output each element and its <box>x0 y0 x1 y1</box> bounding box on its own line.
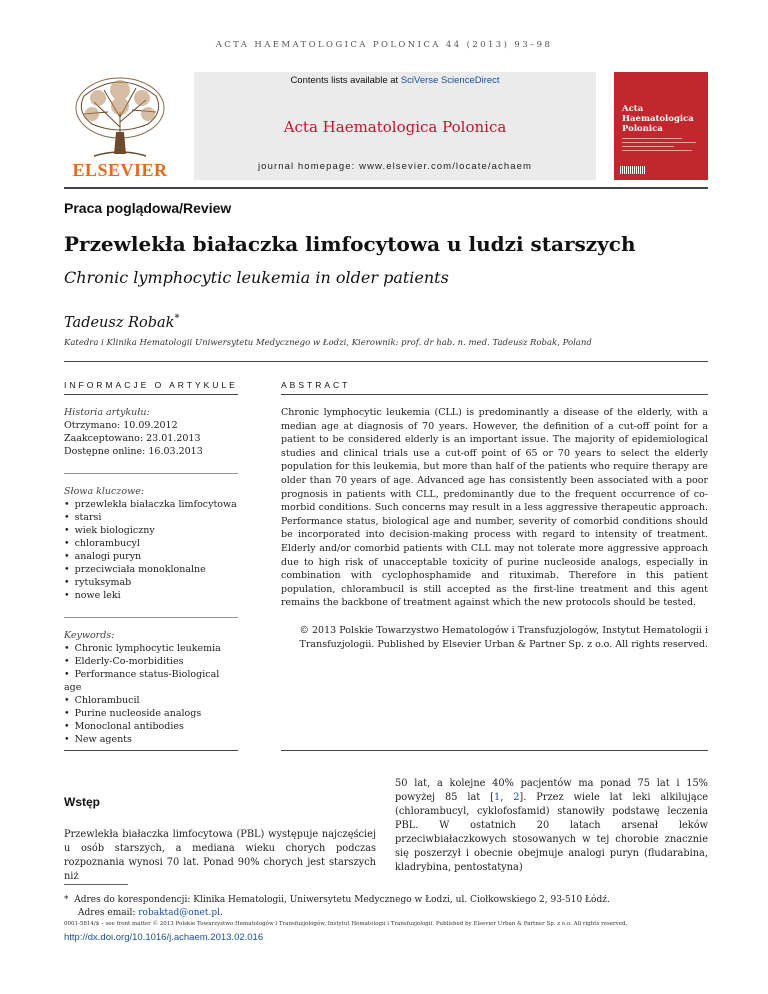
citation-link[interactable]: 2 <box>513 792 520 803</box>
citation-separator: , <box>500 792 514 803</box>
front-matter-line: 0001-5814/$ – see front matter © 2013 Polskie Towarzystwo Hematologów i Transfuzjologów, Instytut Hematologii i Transfuzjologii. Published by Elsevier Urban & Partner Sp. z o.o. All rights reserved. <box>64 921 628 927</box>
footnote-email-line <box>64 907 708 920</box>
accepted-date: Zaakceptowano: 23.01.2013 <box>64 433 201 444</box>
body-text-right <box>395 777 708 875</box>
keyword-en: • New agents <box>64 733 238 746</box>
doi-link[interactable]: http://dx.doi.org/10.1016/j.achaem.2013.02.016 <box>64 932 264 943</box>
info-heading-rule <box>64 394 238 395</box>
keyword-pl: • nowe leki <box>64 589 238 602</box>
abstract-bottom-rule <box>281 750 708 751</box>
keywords-en-label: Keywords: <box>64 630 115 641</box>
copyright: © 2013 Polskie Towarzystwo Hematologów i Transfuzjologów, Instytut Hematologii i Transfuzjologii. Published by Elsevier Urban & Partner Sp. z o.o. All rights reserved. <box>299 625 708 650</box>
keyword-pl: • wiek biologiczny <box>64 524 238 537</box>
affiliation-rule <box>64 361 708 362</box>
header-rule <box>64 187 708 189</box>
abstract-text: Chronic lymphocytic leukemia (CLL) is predominantly a disease of the elderly, with a median age at diagnosis of 70 years. However, the definition of a cut-off point for a patient to be considered elderly is an important issue. The majority of epidemiological studies and clinical trials use a cut-off point of 65 or 70 years to select the elderly population for this leukemia, but more than half of the patients who require therapy are older than 70 years of age. Advanced age has consistently been associated with a poor prognosis in patients with CLL, predominantly due to the frequent occurrence of co-morbid conditions. Such concerns may result in a less aggressive therapeutic approach. Performance status, biological age and number, severity of comorbid conditions should be incorporated into decision-making process with regard to intensity of treatment. Elderly and/or comorbid patients with CLL may not tolerate more aggressive approach due to high risk of unacceptable toxicity of purine nucleoside analogs, especially in combination with cyclophosphamide and rituximab. Therefore in this patient population, chlorambucil is still accepted as the first-line treatment and this agent remains the backbone of treatment against which the new protocols should be tested. <box>281 407 708 609</box>
keyword-en: • Monoclonal antibodies <box>64 720 238 733</box>
sciencedirect-link[interactable]: SciVerse ScienceDirect <box>400 75 500 86</box>
info-bottom-rule <box>64 750 238 751</box>
keywords-pl <box>64 485 238 602</box>
running-head: ACTA HAEMATOLOGICA POLONICA 44 (2013) 93–98 <box>215 40 553 50</box>
online-date: Dostępne online: 16.03.2013 <box>64 446 203 457</box>
body-text-left: Przewlekła białaczka limfocytowa (PBL) występuje najczęściej u osób starszych, a mediana wieku chorych podczas rozpoznania wynosi 70 lat. Ponad 90% chorych jest starszych niż <box>64 829 376 882</box>
cover-barcode <box>620 166 646 174</box>
keyword-pl: • przeciwciała monoklonalne <box>64 563 238 576</box>
keywords-pl-label: Słowa kluczowe: <box>64 486 145 497</box>
journal-name: Acta Haematologica Polonica <box>283 118 507 136</box>
abstract-heading: ABSTRACT <box>281 380 351 390</box>
keyword-en: • Chronic lymphocytic leukemia <box>64 642 238 655</box>
keyword-pl: • analogi puryn <box>64 550 238 563</box>
article-title-pl: Przewlekła białaczka limfocytowa u ludzi starszych <box>64 232 636 256</box>
contents-prefix: Contents lists available at <box>290 75 401 86</box>
keyword-pl: • starsi <box>64 511 238 524</box>
keyword-pl: • rytuksymab <box>64 576 238 589</box>
footnote <box>64 894 708 919</box>
keyword-en: • Chlorambucil <box>64 694 238 707</box>
article-type: Praca poglądowa/Review <box>64 200 232 216</box>
abstract-heading-rule <box>281 394 708 395</box>
footnote-address: Adres do korespondencji: Klinika Hematologii, Uniwersytetu Medycznego w Łodzi, ul. Ciołkowskiego 2, 93-510 Łódź. <box>74 895 610 905</box>
author <box>64 313 179 331</box>
footnote-rule <box>64 884 128 885</box>
keyword-en: • Elderly-Co-morbidities <box>64 655 238 668</box>
body-text-right-part2: ]. Przez wiele lat leki alkilujące (chlorambucyl, cyklofosfamid) stanowiły podstawę leczenia PBL. W ostatnich 20 latach arsenał leków przeciwbiałaczkowych stosowanych w tej chorobie znacznie się poszerzył i obecnie obejmuje analogi puryn (fludarabina, kladrybina, pentostatyna) <box>395 792 708 873</box>
footnote-address-line <box>64 894 708 907</box>
journal-homepage[interactable]: journal homepage: www.elsevier.com/locate/achaem <box>257 161 533 172</box>
cover-title: Acta Haematologica Polonica <box>622 104 694 134</box>
contents-line <box>194 75 596 86</box>
affiliation: Katedra i Klinika Hematologii Uniwersytetu Medycznego w Łodzi, Kierownik: prof. dr hab. n. med. Tadeusz Robak, Poland <box>64 338 592 348</box>
citation-link[interactable]: 1 <box>493 792 501 803</box>
keyword-en: • Purine nucleoside analogs <box>64 707 238 720</box>
history-label: Historia artykułu: <box>64 407 150 418</box>
keyword-pl: • przewlekła białaczka limfocytowa <box>64 498 238 511</box>
keyword-en: • Performance status-Biological age <box>64 668 238 694</box>
footnote-mark: * <box>64 895 69 905</box>
keywords-rule <box>64 617 238 618</box>
author-mark[interactable]: * <box>174 313 180 324</box>
email-end: . <box>219 907 223 918</box>
section-title: Wstęp <box>64 795 100 809</box>
article-title-en: Chronic lymphocytic leukemia in older patients <box>64 268 449 287</box>
keywords-en <box>64 629 238 746</box>
article-info-heading: INFORMACJE O ARTYKULE <box>64 380 238 390</box>
email-link[interactable]: robaktad@onet.pl <box>138 907 220 918</box>
article-history <box>64 406 238 458</box>
author-name: Tadeusz Robak <box>64 314 175 331</box>
received-date: Otrzymano: 10.09.2012 <box>64 420 178 431</box>
publisher-wordmark: ELSEVIER <box>72 160 168 180</box>
body-text-right-part1: 50 lat, a kolejne 40% pacjentów ma ponad 75 lat i 15% powyżej 85 lat [ <box>395 778 708 803</box>
email-label: Adres email: <box>78 907 139 918</box>
history-rule <box>64 473 238 474</box>
keyword-pl: • chlorambucyl <box>64 537 238 550</box>
